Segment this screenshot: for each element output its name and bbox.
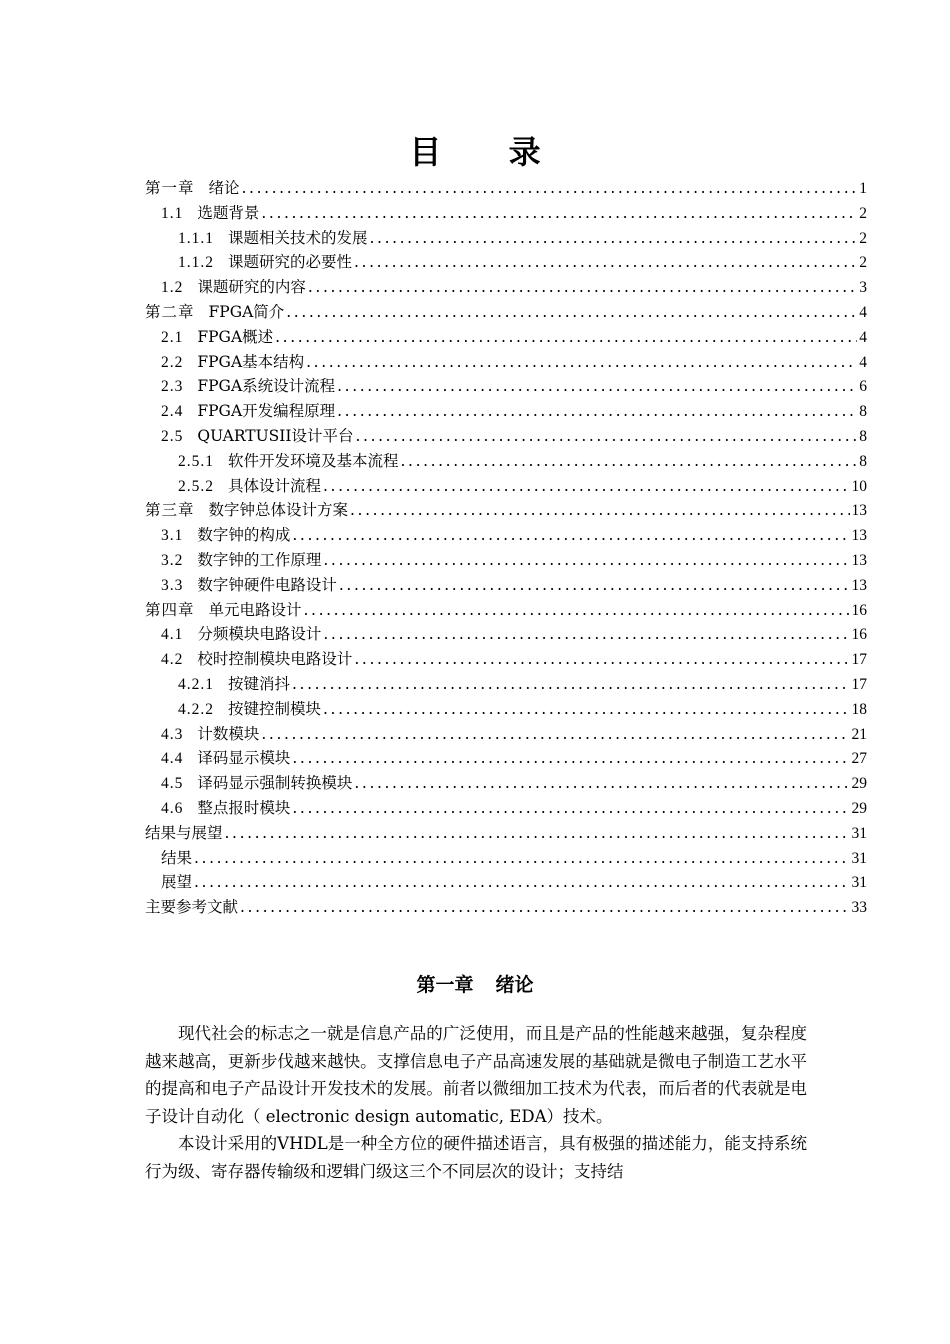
toc-entry[interactable] — [145, 796, 867, 821]
toc-entry-label: 分频模块电路设计 — [197, 625, 322, 644]
toc-entry[interactable] — [145, 424, 867, 449]
toc-dot-leader — [323, 622, 849, 647]
toc-entry-label: 选题背景 — [197, 203, 260, 222]
toc-dot-leader — [401, 449, 858, 474]
toc-entry-label: 课题研究的内容 — [197, 278, 306, 297]
toc-entry[interactable] — [145, 300, 867, 325]
toc-dot-leader — [337, 374, 857, 399]
toc-entry-number: 3.1 — [161, 527, 184, 545]
toc-entry[interactable] — [145, 895, 867, 920]
toc-entry-page-number: 21 — [851, 725, 867, 743]
toc-entry[interactable] — [145, 697, 867, 722]
toc-entry-number: 2.1 — [161, 328, 184, 346]
toc-entry-page-number: 29 — [851, 799, 867, 817]
toc-entry-page-number: 2 — [859, 254, 867, 272]
toc-entry[interactable] — [145, 250, 867, 275]
toc-entry-label: 数字钟总体设计方案 — [208, 501, 349, 520]
toc-entry-label: 结果与展望 — [145, 823, 223, 842]
toc-dot-leader — [275, 325, 857, 350]
toc-entry[interactable] — [145, 399, 867, 424]
toc-entry-label: FPGA基本结构 — [197, 352, 305, 371]
toc-dot-leader — [354, 771, 849, 796]
toc-entry[interactable] — [145, 821, 867, 846]
toc-entry-page-number: 13 — [851, 551, 867, 569]
toc-entry-label: 课题研究的必要性 — [228, 253, 353, 272]
toc-entry-number: 3.3 — [161, 576, 184, 594]
toc-entry[interactable] — [145, 846, 867, 871]
toc-entry-page-number: 4 — [859, 328, 867, 346]
toc-dot-leader — [308, 275, 857, 300]
toc-entry-page-number: 13 — [851, 502, 867, 520]
toc-entry-label: FPGA概述 — [197, 327, 274, 346]
toc-entry-label: 按键控制模块 — [228, 699, 322, 718]
toc-entry-label: 展望 — [161, 873, 193, 892]
toc-entry-label: 数字钟硬件电路设计 — [197, 575, 337, 594]
body-paragraph-2: 本设计采用的VHDL是一种全方位的硬件描述语言，具有极强的描述能力，能支持系统行为级、寄存器传输级和逻辑门级这三个不同层次的设计；支持结 — [145, 1134, 807, 1181]
toc-entry[interactable] — [145, 771, 867, 796]
toc-dot-leader — [304, 598, 850, 623]
toc-entry-number: 1.1 — [161, 204, 184, 222]
toc-entry-number: 2.2 — [161, 353, 184, 371]
toc-entry[interactable] — [145, 350, 867, 375]
toc-entry-page-number: 1 — [859, 180, 867, 197]
toc-entry-page-number: 18 — [851, 700, 867, 718]
toc-dot-leader — [354, 250, 857, 275]
toc-entry-page-number: 31 — [851, 849, 867, 867]
toc-entry-number: 3.2 — [161, 551, 184, 569]
toc-entry-label: FPGA简介 — [208, 302, 285, 321]
toc-entry-page-number: 29 — [851, 775, 867, 793]
toc-dot-leader — [339, 573, 850, 598]
toc-entry-page-number: 33 — [851, 899, 867, 917]
toc-entry[interactable] — [145, 449, 867, 474]
toc-entry-number: 4.6 — [161, 799, 184, 817]
toc-entry[interactable] — [145, 870, 867, 895]
toc-dot-leader — [194, 870, 849, 895]
toc-entry-label: FPGA系统设计流程 — [197, 377, 336, 396]
toc-entry-page-number: 2 — [859, 204, 867, 222]
toc-entry-number: 4.2.1 — [178, 675, 214, 693]
toc-entry-number: 2.5.1 — [178, 452, 214, 470]
toc-entry-label: 结果 — [161, 848, 193, 867]
toc-entry-page-number: 6 — [859, 378, 867, 396]
table-of-contents — [145, 176, 867, 920]
toc-entry[interactable] — [145, 523, 867, 548]
toc-dot-leader — [323, 474, 849, 499]
toc-entry-page-number: 8 — [859, 427, 867, 445]
toc-dot-leader — [194, 846, 849, 871]
toc-entry-label: 课题相关技术的发展 — [228, 228, 368, 247]
toc-entry[interactable] — [145, 474, 867, 499]
toc-dot-leader — [292, 796, 849, 821]
toc-entry-number: 1.1.1 — [178, 229, 214, 247]
toc-entry-number: 第一章 — [145, 180, 195, 197]
toc-entry[interactable] — [145, 672, 867, 697]
toc-dot-leader — [306, 350, 857, 375]
toc-entry[interactable] — [145, 275, 867, 300]
toc-entry-number: 2.5 — [161, 427, 184, 445]
toc-entry-number: 2.4 — [161, 403, 184, 421]
toc-entry-page-number: 2 — [859, 229, 867, 247]
toc-entry-number: 2.5.2 — [178, 477, 214, 495]
toc-entry[interactable] — [145, 176, 867, 201]
toc-dot-leader — [225, 821, 850, 846]
toc-entry[interactable] — [145, 622, 867, 647]
toc-entry-number: 2.3 — [161, 378, 184, 396]
toc-entry-label: FPGA开发编程原理 — [197, 402, 336, 421]
toc-entry-label: 译码显示强制转换模块 — [197, 774, 353, 793]
toc-dot-leader — [261, 201, 857, 226]
toc-entry[interactable] — [145, 374, 867, 399]
toc-entry-page-number: 13 — [851, 576, 867, 594]
toc-entry-number: 4.3 — [161, 725, 184, 743]
toc-dot-leader — [292, 746, 849, 771]
toc-entry-page-number: 8 — [859, 452, 867, 470]
toc-entry-page-number: 31 — [851, 824, 867, 842]
toc-dot-leader — [350, 498, 849, 523]
toc-entry-number: 4.2.2 — [178, 700, 214, 718]
toc-entry-page-number: 8 — [859, 403, 867, 421]
toc-dot-leader — [370, 226, 858, 251]
toc-entry-page-number: 10 — [851, 477, 867, 495]
toc-entry-label: 计数模块 — [197, 724, 260, 743]
toc-title: 目 录 — [409, 133, 569, 171]
toc-entry-page-number: 13 — [851, 527, 867, 545]
chapter-title: 绪论 — [495, 974, 534, 996]
toc-entry[interactable] — [145, 573, 867, 598]
toc-entry-number: 4.1 — [161, 626, 184, 644]
toc-entry-label: 绪论 — [208, 179, 240, 197]
toc-entry[interactable] — [145, 548, 867, 573]
toc-entry[interactable] — [145, 746, 867, 771]
toc-entry[interactable] — [145, 201, 867, 226]
toc-entry-label: 校时控制模块电路设计 — [197, 650, 353, 669]
toc-entry-number: 4.2 — [161, 651, 184, 669]
toc-entry-label: 数字钟的工作原理 — [197, 550, 322, 569]
toc-dot-leader — [242, 176, 858, 201]
toc-entry-label: 主要参考文献 — [145, 898, 239, 917]
toc-entry[interactable] — [145, 325, 867, 350]
body-paragraph-1: 现代社会的标志之一就是信息产品的广泛使用，而且是产品的性能越来越强，复杂程度越来越高，更新步伐越来越快。支撑信息电子产品高速发展的基础就是微电子制造工艺水平的提高和电子产品设计开发技术的发展。前者以微细加工技术为代表，而后者的代表就是电子设计自动化（ electronic design automatic, EDA）技术。 — [145, 1024, 807, 1126]
toc-entry-page-number: 16 — [851, 601, 867, 619]
toc-entry-number: 第四章 — [145, 601, 195, 619]
toc-entry-number: 4.4 — [161, 750, 184, 768]
toc-entry-label: 按键消抖 — [228, 674, 291, 693]
toc-dot-leader — [323, 697, 849, 722]
toc-entry-label: QUARTUSII设计平台 — [197, 426, 354, 445]
toc-entry-label: 单元电路设计 — [208, 600, 302, 619]
toc-dot-leader — [292, 523, 849, 548]
toc-entry-number: 第二章 — [145, 303, 195, 321]
toc-dot-leader — [240, 895, 849, 920]
toc-entry-page-number: 4 — [859, 303, 867, 321]
toc-entry-page-number: 17 — [851, 651, 867, 669]
toc-entry-page-number: 4 — [859, 353, 867, 371]
toc-entry[interactable] — [145, 647, 867, 672]
toc-dot-leader — [261, 722, 849, 747]
toc-entry[interactable] — [145, 722, 867, 747]
toc-entry-label: 整点报时模块 — [197, 798, 291, 817]
toc-entry[interactable] — [145, 598, 867, 623]
toc-entry-number: 1.2 — [161, 279, 184, 297]
toc-entry-page-number: 17 — [851, 675, 867, 693]
toc-entry-label: 数字钟的构成 — [197, 526, 291, 545]
toc-entry-page-number: 27 — [851, 750, 867, 768]
toc-entry-page-number: 31 — [851, 874, 867, 892]
toc-entry-label: 译码显示模块 — [197, 749, 291, 768]
chapter-heading — [0, 970, 950, 1000]
toc-entry-label: 软件开发环境及基本流程 — [228, 451, 399, 470]
toc-entry[interactable] — [145, 226, 867, 251]
toc-dot-leader — [356, 424, 858, 449]
toc-dot-leader — [323, 548, 849, 573]
toc-entry-label: 具体设计流程 — [228, 476, 322, 495]
toc-entry[interactable] — [145, 498, 867, 523]
toc-dot-leader — [354, 647, 849, 672]
toc-entry-number: 1.1.2 — [178, 254, 214, 272]
toc-dot-leader — [286, 300, 857, 325]
chapter-body — [145, 1020, 807, 1185]
toc-dot-leader — [292, 672, 849, 697]
toc-entry-number: 4.5 — [161, 775, 184, 793]
toc-entry-page-number: 3 — [859, 279, 867, 297]
toc-entry-number: 第三章 — [145, 502, 195, 520]
toc-dot-leader — [337, 399, 857, 424]
toc-entry-page-number: 16 — [851, 626, 867, 644]
chapter-number: 第一章 — [416, 974, 474, 996]
